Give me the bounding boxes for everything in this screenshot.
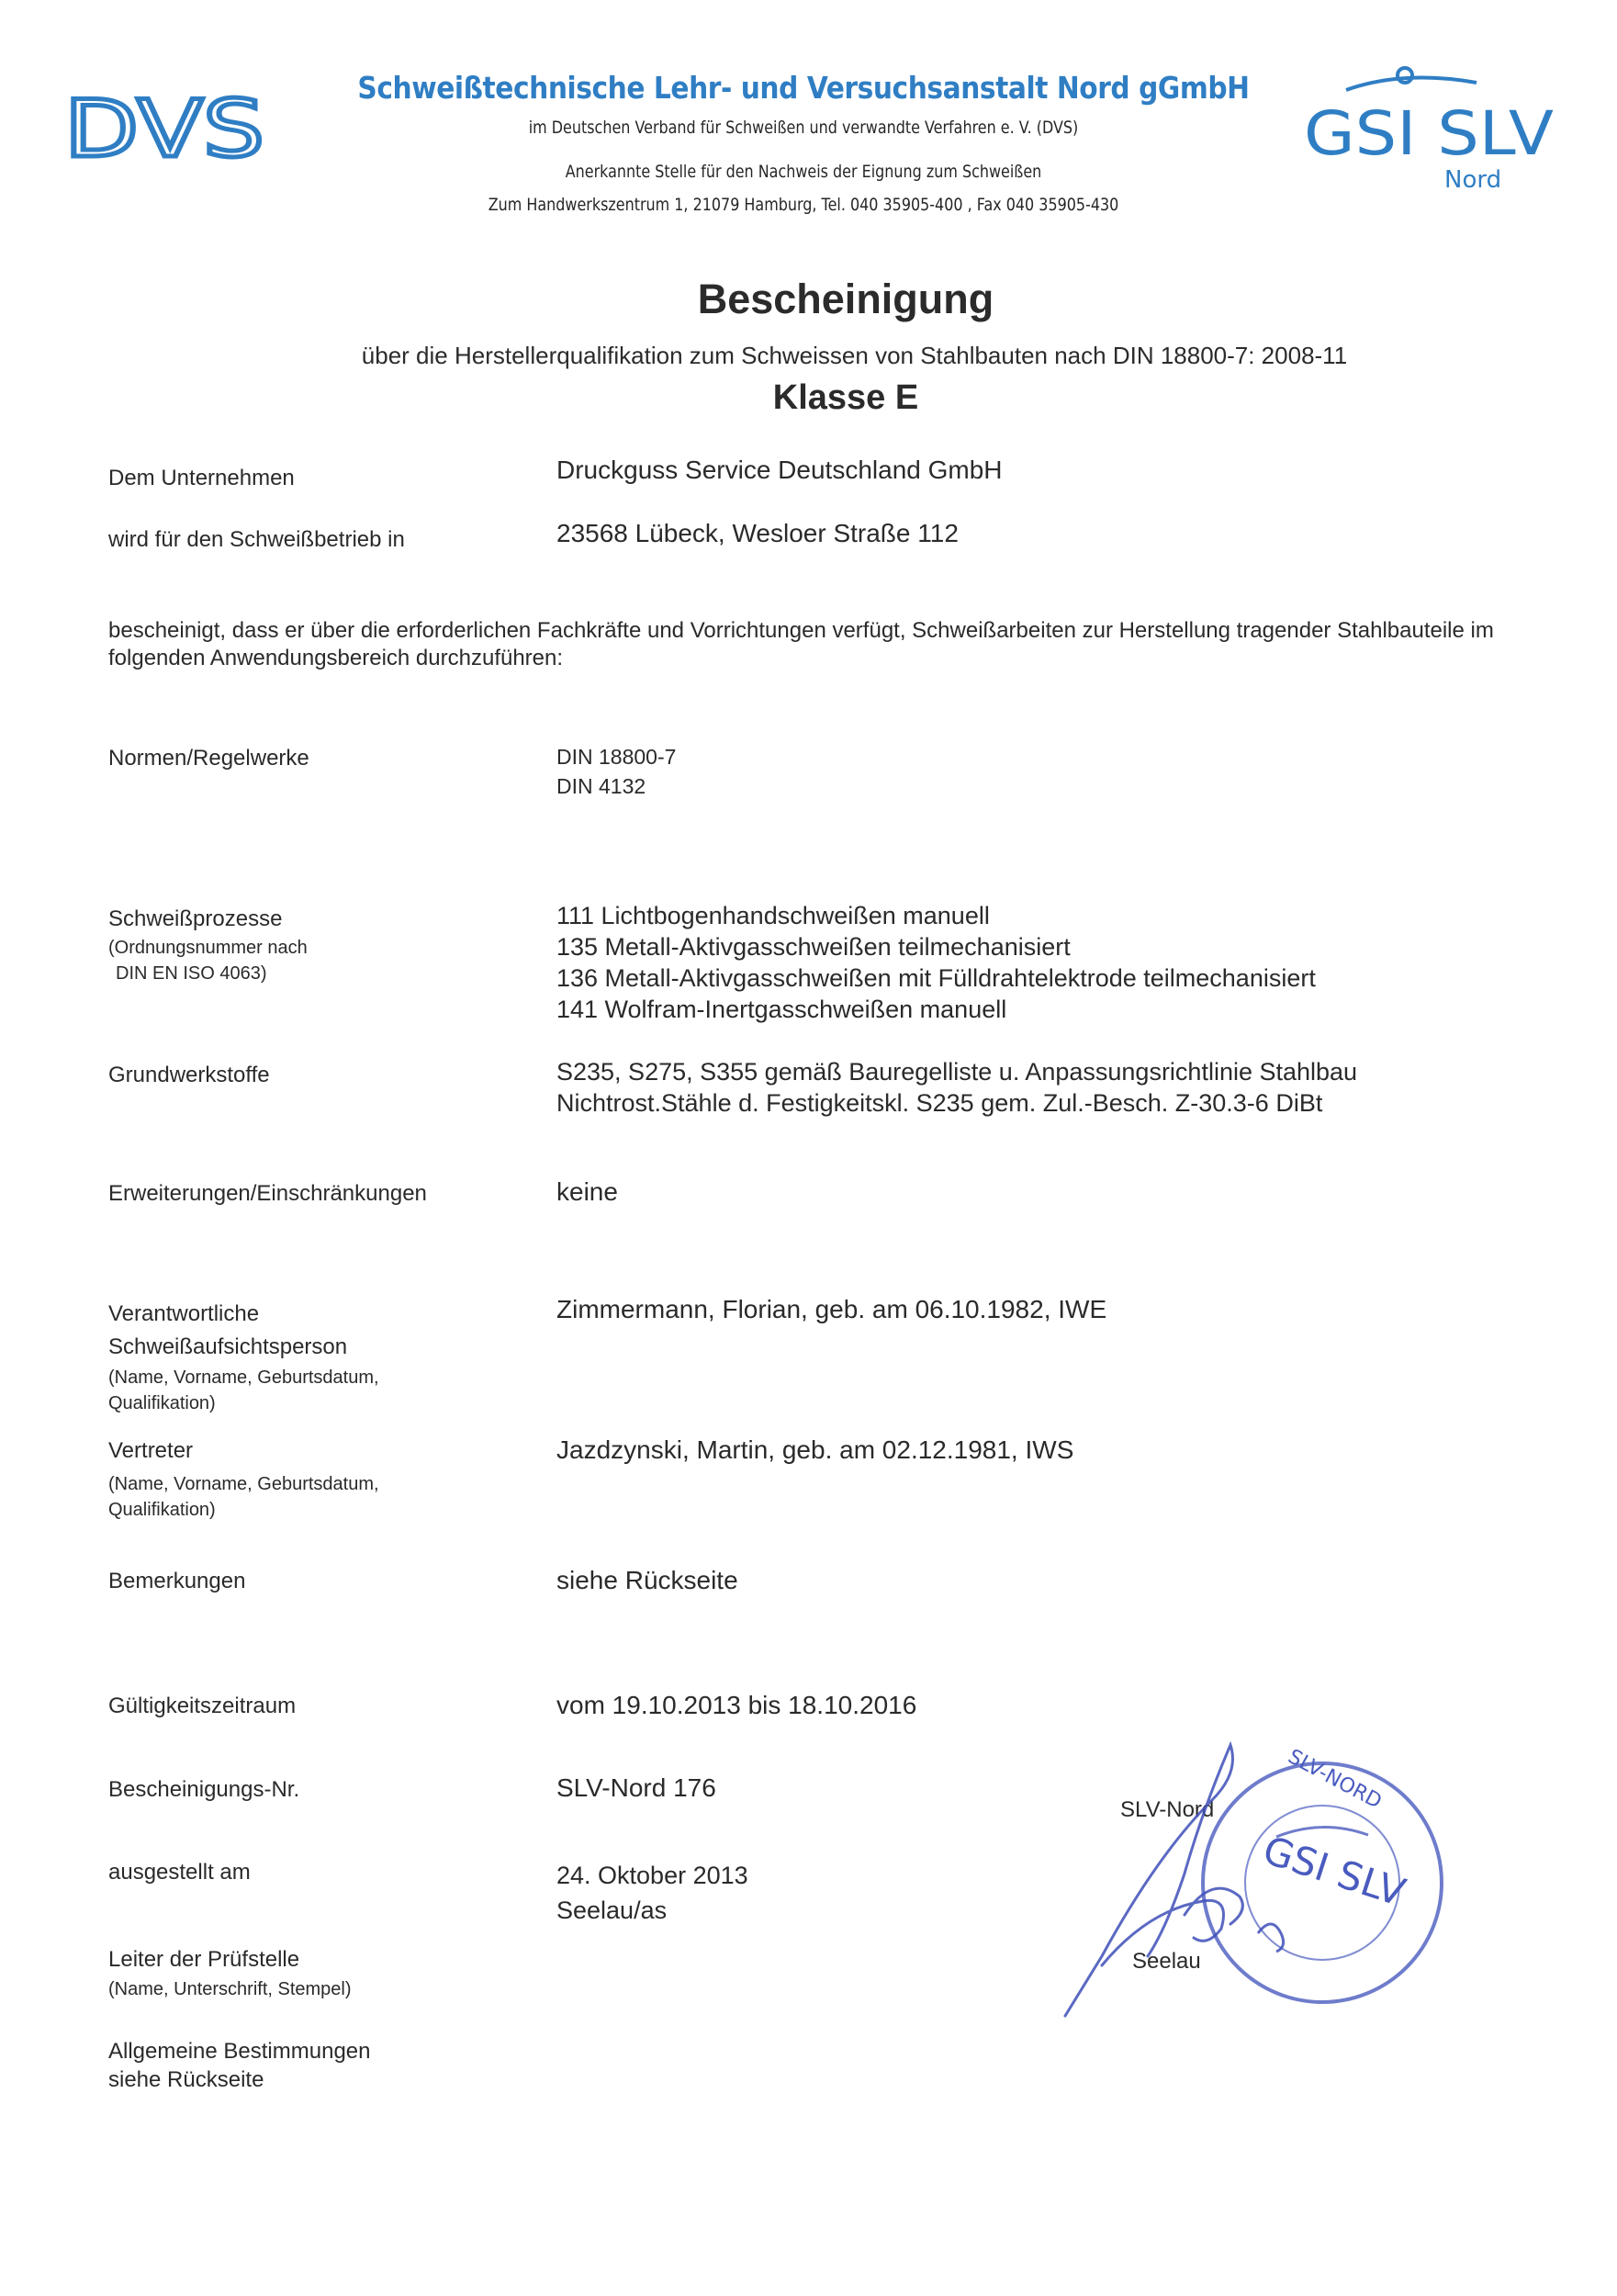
vertreter-sublabel-line: (Name, Vorname, Geburtsdatum, xyxy=(108,1474,379,1494)
nummer-label: Bescheinigungs-Nr. xyxy=(108,1777,300,1802)
werkstoffe-label: Grundwerkstoffe xyxy=(108,1063,270,1087)
ausgestellt-values xyxy=(556,1858,748,1928)
signature-org: SLV-Nord xyxy=(1120,1797,1215,1822)
gsi-slv-logo-text: GSI SLV xyxy=(1304,98,1554,169)
normen-value: DIN 4132 xyxy=(556,774,646,798)
official-stamp xyxy=(1047,1727,1460,2030)
prozesse-sublabel-line: (Ordnungsnummer nach xyxy=(108,938,308,958)
leiter-sublabel: (Name, Unterschrift, Stempel) xyxy=(108,1979,352,1999)
erweiterungen-label: Erweiterungen/Einschränkungen xyxy=(108,1181,427,1206)
org-address: Zum Handwerkszentrum 1, 21079 Hamburg, Tel. 040 35905-400 , Fax 040 35905-430 xyxy=(488,195,1119,215)
document-title: Bescheinigung xyxy=(697,276,994,322)
ausgestellt-initials: Seelau/as xyxy=(556,1896,668,1924)
document-class: Klasse E xyxy=(772,378,919,417)
aufsicht-label xyxy=(108,1298,347,1364)
prozess-item: 111 Lichtbogenhandschweißen manuell xyxy=(556,902,990,929)
signature-name: Seelau xyxy=(1132,1949,1201,1974)
normen-label: Normen/Regelwerke xyxy=(108,746,309,771)
werkstoff-item: Nichtrost.Stähle d. Festigkeitskl. S235 gem. Zul.-Besch. Z-30.3-6 DiBt xyxy=(556,1089,1323,1117)
aufsicht-sublabel-line: (Name, Vorname, Geburtsdatum, xyxy=(108,1367,379,1388)
nummer-value: SLV-Nord 176 xyxy=(556,1773,716,1802)
aufsicht-sublabel xyxy=(108,1365,379,1416)
prozess-item: 141 Wolfram-Inertgasschweißen manuell xyxy=(556,996,1007,1023)
site-label: wird für den Schweißbetrieb in xyxy=(108,527,405,552)
aufsicht-label-line: Schweißaufsichtsperson xyxy=(108,1334,348,1359)
werkstoff-item: S235, S275, S355 gemäß Bauregelliste u. Anpassungsrichtlinie Stahlbau xyxy=(556,1058,1358,1086)
company-label: Dem Unternehmen xyxy=(108,466,295,490)
aufsicht-value: Zimmermann, Florian, geb. am 06.10.1982, IWE xyxy=(556,1295,1107,1323)
vertreter-value: Jazdzynski, Martin, geb. am 02.12.1981, IWS xyxy=(556,1435,1074,1464)
document-subtitle: über die Herstellerqualifikation zum Schweissen von Stahlbauten nach DIN 18800-7: 2008-11 xyxy=(361,342,1348,369)
stamp-text: SLV-NORD xyxy=(1284,1745,1386,1814)
prozess-item: 135 Metall-Aktivgasschweißen teilmechanisiert xyxy=(556,933,1071,961)
prozesse-sublabel xyxy=(108,935,308,986)
erweiterungen-value: keine xyxy=(556,1177,618,1206)
leiter-label: Leiter der Prüfstelle xyxy=(108,1947,300,1972)
dvs-logo xyxy=(64,90,268,165)
statement-paragraph: bescheinigt, dass er über die erforderlichen Fachkräfte und Vorrichtungen verfügt, Schweißarbeiten zur Herstellung tragender Stahlbauteile im folgenden Anwendungsbereich durchzuführen: xyxy=(108,618,1494,670)
org-affiliation: im Deutschen Verband für Schweißen und verwandte Verfahren e. V. (DVS) xyxy=(528,118,1079,138)
ausgestellt-date: 24. Oktober 2013 xyxy=(556,1862,748,1889)
vertreter-label: Vertreter xyxy=(108,1438,194,1463)
allgemein-line: siehe Rückseite xyxy=(108,2067,264,2092)
dvs-logo-text: DVS xyxy=(64,90,264,165)
site-address: 23568 Lübeck, Wesloer Straße 112 xyxy=(556,519,959,547)
aufsicht-label-line: Verantwortliche xyxy=(108,1301,260,1326)
vertreter-sublabel-line: Qualifikation) xyxy=(108,1500,216,1520)
normen-values xyxy=(556,742,676,801)
prozesse-sublabel-line: DIN EN ISO 4063) xyxy=(116,963,267,984)
gsi-slv-logo xyxy=(1302,62,1557,200)
allgemein-note xyxy=(108,2037,370,2094)
prozesse-values xyxy=(556,900,1316,1025)
prozess-item: 136 Metall-Aktivgasschweißen mit Fülldrahtelektrode teilmechanisiert xyxy=(556,964,1316,992)
gsi-slv-logo-sub: Nord xyxy=(1444,166,1502,194)
gueltigkeit-label: Gültigkeitszeitraum xyxy=(108,1694,297,1718)
ausgestellt-label: ausgestellt am xyxy=(108,1860,251,1885)
signature-stroke xyxy=(1065,1745,1242,2016)
gueltigkeit-value: vom 19.10.2013 bis 18.10.2016 xyxy=(556,1691,917,1719)
org-name: Schweißtechnische Lehr- und Versuchsanstalt Nord gGmbH xyxy=(357,70,1250,106)
stamp-logo-text: GSI SLV xyxy=(1257,1827,1411,1916)
vertreter-sublabel xyxy=(108,1471,379,1523)
bemerkungen-value: siehe Rückseite xyxy=(556,1566,738,1594)
aufsicht-sublabel-line: Qualifikation) xyxy=(108,1393,216,1413)
allgemein-line: Allgemeine Bestimmungen xyxy=(108,2039,371,2064)
bemerkungen-label: Bemerkungen xyxy=(108,1569,246,1593)
org-accreditation: Anerkannte Stelle für den Nachweis der Eignung zum Schweißen xyxy=(565,162,1042,182)
company-name: Druckguss Service Deutschland GmbH xyxy=(556,456,1003,484)
normen-value: DIN 18800-7 xyxy=(556,745,677,769)
prozesse-label: Schweißprozesse xyxy=(108,906,283,931)
werkstoffe-values xyxy=(556,1056,1357,1119)
logo-dot xyxy=(1398,68,1412,83)
